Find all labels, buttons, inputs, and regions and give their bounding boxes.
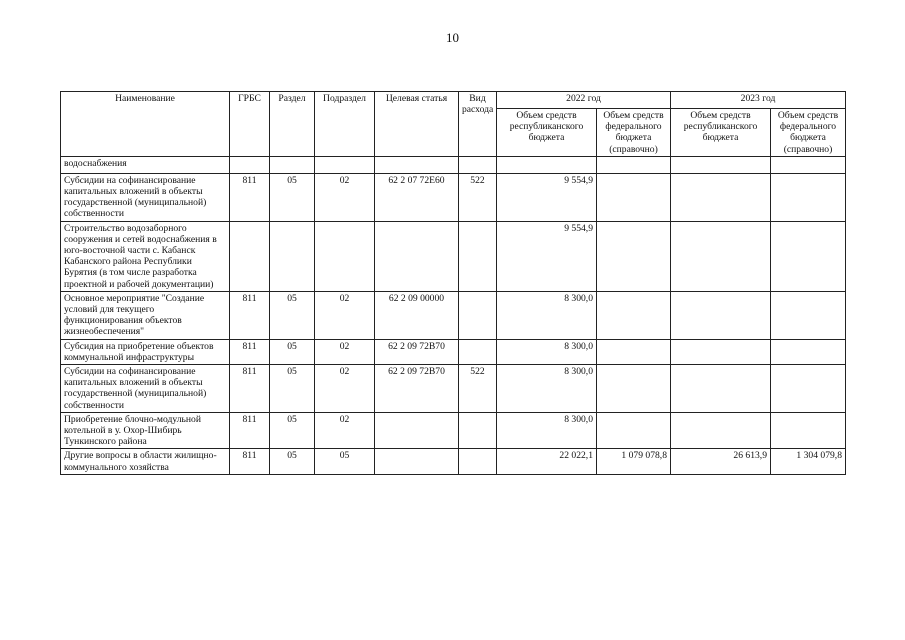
cell-name: водоснабжения xyxy=(61,156,230,173)
header-razdel: Раздел xyxy=(270,92,315,157)
cell-vid xyxy=(459,156,497,173)
cell-rep-2022: 9 554,9 xyxy=(497,173,597,221)
cell-podrazdel: 05 xyxy=(315,449,375,474)
cell-grbs xyxy=(230,156,270,173)
table-header xyxy=(61,92,846,157)
cell-vid xyxy=(459,221,497,291)
cell-fed-2023 xyxy=(771,173,846,221)
table-row xyxy=(61,412,846,449)
cell-name: Основное мероприятие "Создание условий для текущего функционирования объектов жизнеобеспечения" xyxy=(61,291,230,339)
table-row xyxy=(61,156,846,173)
cell-grbs: 811 xyxy=(230,339,270,364)
cell-fed-2022 xyxy=(597,412,671,449)
cell-podrazdel: 02 xyxy=(315,173,375,221)
cell-razdel: 05 xyxy=(270,365,315,413)
cell-vid: 522 xyxy=(459,365,497,413)
header-fed-budget-2022: Объем средств федерального бюджета (справочно) xyxy=(597,109,671,157)
header-rep-budget-2022: Объем средств республиканского бюджета xyxy=(497,109,597,157)
cell-name: Субсидия на приобретение объектов коммунальной инфраструктуры xyxy=(61,339,230,364)
cell-target xyxy=(375,449,459,474)
cell-target xyxy=(375,221,459,291)
header-rep-budget-2023: Объем средств республиканского бюджета xyxy=(671,109,771,157)
cell-fed-2023 xyxy=(771,339,846,364)
cell-name: Приобретение блочно-модульной котельной в у. Охор-Шибирь Тункинского района xyxy=(61,412,230,449)
cell-razdel: 05 xyxy=(270,449,315,474)
cell-fed-2023 xyxy=(771,412,846,449)
cell-podrazdel xyxy=(315,156,375,173)
budget-table xyxy=(60,91,846,475)
cell-rep-2023 xyxy=(671,291,771,339)
cell-rep-2023 xyxy=(671,365,771,413)
cell-vid xyxy=(459,449,497,474)
cell-target: 62 2 09 00000 xyxy=(375,291,459,339)
cell-vid xyxy=(459,291,497,339)
cell-fed-2023 xyxy=(771,156,846,173)
cell-fed-2023 xyxy=(771,291,846,339)
cell-target xyxy=(375,412,459,449)
cell-razdel xyxy=(270,156,315,173)
cell-vid xyxy=(459,339,497,364)
cell-name: Субсидии на софинансирование капитальных вложений в объекты государственной (муниципальной) собственности xyxy=(61,173,230,221)
cell-fed-2022 xyxy=(597,339,671,364)
cell-podrazdel: 02 xyxy=(315,339,375,364)
cell-fed-2022 xyxy=(597,365,671,413)
cell-target: 62 2 07 72Е60 xyxy=(375,173,459,221)
cell-name: Строительство водозаборного сооружения и сетей водоснабжения в юго-восточной части с. Кабанск Кабанского района Республики Бурятия (в том числе разработка проектной и рабочей документации) xyxy=(61,221,230,291)
cell-podrazdel: 02 xyxy=(315,365,375,413)
header-target: Целевая статья xyxy=(375,92,459,157)
cell-grbs: 811 xyxy=(230,291,270,339)
cell-fed-2023 xyxy=(771,365,846,413)
cell-grbs xyxy=(230,221,270,291)
cell-razdel: 05 xyxy=(270,291,315,339)
cell-fed-2022 xyxy=(597,221,671,291)
cell-rep-2022: 8 300,0 xyxy=(497,339,597,364)
cell-podrazdel: 02 xyxy=(315,412,375,449)
cell-rep-2022: 8 300,0 xyxy=(497,412,597,449)
table-row xyxy=(61,173,846,221)
cell-razdel: 05 xyxy=(270,339,315,364)
page-number: 10 xyxy=(446,30,459,45)
table-row xyxy=(61,339,846,364)
cell-razdel: 05 xyxy=(270,173,315,221)
header-grbs: ГРБС xyxy=(230,92,270,157)
cell-fed-2022 xyxy=(597,173,671,221)
cell-name: Субсидии на софинансирование капитальных вложений в объекты государственной (муниципальной) собственности xyxy=(61,365,230,413)
cell-rep-2022: 8 300,0 xyxy=(497,365,597,413)
cell-rep-2023 xyxy=(671,412,771,449)
cell-razdel xyxy=(270,221,315,291)
cell-rep-2023: 26 613,9 xyxy=(671,449,771,474)
cell-grbs: 811 xyxy=(230,173,270,221)
cell-target: 62 2 09 72В70 xyxy=(375,365,459,413)
table-row xyxy=(61,291,846,339)
cell-fed-2023: 1 304 079,8 xyxy=(771,449,846,474)
header-podrazdel: Подраздел xyxy=(315,92,375,157)
header-vid: Вид расхода xyxy=(459,92,497,157)
cell-razdel: 05 xyxy=(270,412,315,449)
cell-fed-2022: 1 079 078,8 xyxy=(597,449,671,474)
cell-grbs: 811 xyxy=(230,449,270,474)
cell-vid xyxy=(459,412,497,449)
table-row xyxy=(61,365,846,413)
cell-fed-2022 xyxy=(597,156,671,173)
cell-name: Другие вопросы в области жилищно-коммунального хозяйства xyxy=(61,449,230,474)
cell-target xyxy=(375,156,459,173)
table-row xyxy=(61,449,846,474)
cell-rep-2022: 8 300,0 xyxy=(497,291,597,339)
cell-fed-2023 xyxy=(771,221,846,291)
cell-fed-2022 xyxy=(597,291,671,339)
cell-rep-2023 xyxy=(671,221,771,291)
cell-podrazdel xyxy=(315,221,375,291)
cell-vid: 522 xyxy=(459,173,497,221)
cell-target: 62 2 09 72В70 xyxy=(375,339,459,364)
header-fed-budget-2023: Объем средств федерального бюджета (справочно) xyxy=(771,109,846,157)
table-row xyxy=(61,221,846,291)
header-name: Наименование xyxy=(61,92,230,157)
cell-grbs: 811 xyxy=(230,412,270,449)
cell-rep-2022: 22 022,1 xyxy=(497,449,597,474)
header-year-2022: 2022 год xyxy=(497,92,671,109)
cell-podrazdel: 02 xyxy=(315,291,375,339)
cell-rep-2022 xyxy=(497,156,597,173)
cell-grbs: 811 xyxy=(230,365,270,413)
cell-rep-2022: 9 554,9 xyxy=(497,221,597,291)
cell-rep-2023 xyxy=(671,156,771,173)
cell-rep-2023 xyxy=(671,173,771,221)
table-body xyxy=(61,156,846,474)
header-year-2023: 2023 год xyxy=(671,92,846,109)
cell-rep-2023 xyxy=(671,339,771,364)
